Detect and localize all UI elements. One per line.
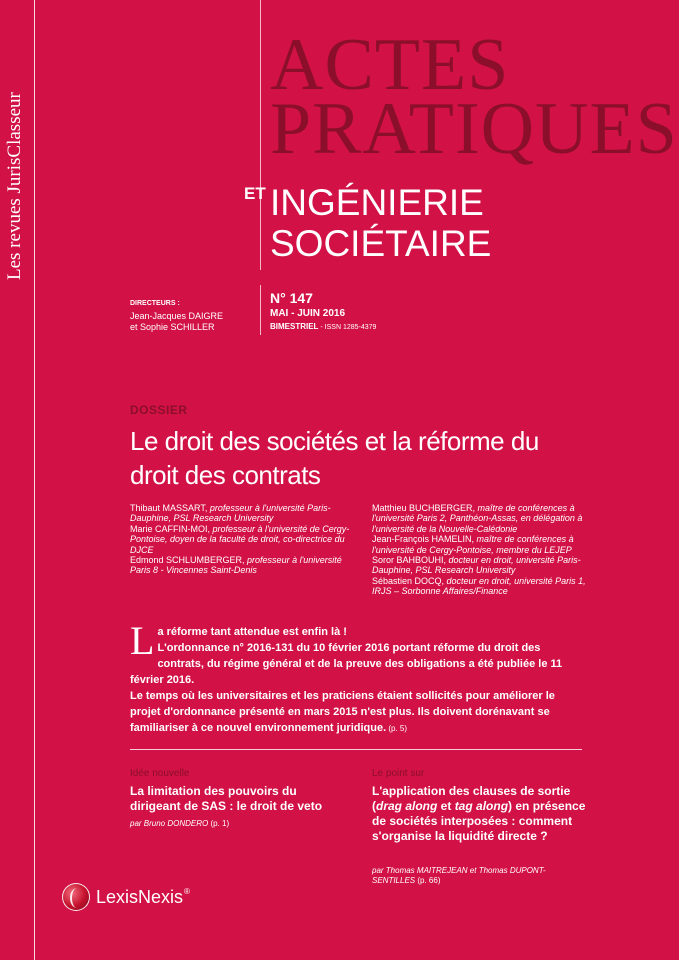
author-role: maître de conférences à l'université de Cergy-Pontoise, membre du LEJEP	[372, 534, 574, 555]
masthead-connector: ET	[244, 184, 266, 203]
byline-author: par Thomas MAITREJEAN et Thomas DUPONT-SENTILLES	[372, 866, 546, 885]
dossier-title: Le droit des sociétés et la réforme du droit des contrats	[130, 426, 539, 490]
author-role: maître de conférences à l'université Paris 2, Panthéon-Assas, en délégation à l'université de la Nouvelle-Calédonie	[372, 503, 583, 534]
dossier-intro	[130, 618, 570, 737]
intro-paragraph: L'ordonnance n° 2016-131 du 10 février 2016 portant réforme du droit des contrats, du régime général et de la preuve des obligations a été publiée le 11 février 2016.	[130, 642, 563, 686]
page-reference: (p. 1)	[208, 819, 230, 828]
series-name: Les revues JurisClasseur	[4, 92, 25, 280]
section-divider	[130, 749, 582, 750]
lexisnexis-logo-icon	[62, 883, 90, 911]
intro-paragraph: a réforme tant attendue est enfin là !	[157, 626, 347, 638]
author-role: professeur à l'université Paris 8 - Vincennes Saint-Denis	[130, 555, 342, 576]
author-name: Thibaut MASSART,	[130, 503, 210, 513]
author-name: Edmond SCHLUMBERGER,	[130, 555, 248, 566]
feature-title	[372, 784, 587, 844]
frequency-label: BIMESTRIEL	[270, 322, 319, 331]
page-reference: (p. 66)	[415, 876, 441, 885]
rubric-label: Le point sur	[372, 768, 425, 779]
directors-label: DIRECTEURS :	[130, 300, 180, 307]
publisher-name-text: LexisNexis	[96, 886, 184, 907]
publisher-name	[96, 887, 190, 908]
registered-mark: ®	[184, 886, 190, 896]
director-name: et Sophie SCHILLER	[130, 322, 215, 332]
issue-date: MAI - JUIN 2016	[270, 308, 346, 319]
author-name: Sébastien DOCQ,	[372, 575, 447, 586]
issn: - ISSN 1285-4379	[318, 324, 377, 331]
feature-byline	[130, 819, 229, 829]
rubric-label: Idée nouvelle	[130, 768, 190, 779]
title-part: et	[437, 799, 455, 813]
author-name: Marie CAFFIN-MOI,	[130, 523, 213, 534]
masthead-line-3: INGÉNIERIE	[270, 182, 484, 223]
page-reference: (p. 5)	[386, 724, 408, 733]
author-name: Soror BAHBOUHI,	[372, 555, 449, 566]
title-italic: tag along	[454, 799, 509, 813]
masthead-line-4: SOCIÉTAIRE	[270, 223, 492, 264]
feature-byline	[372, 866, 582, 886]
drop-cap: L	[130, 618, 155, 663]
masthead-line-2: PRATIQUES	[270, 88, 678, 170]
authors-right-column	[372, 503, 587, 597]
byline-author: par Bruno DONDERO	[130, 819, 209, 828]
masthead-line-1: ACTES	[270, 24, 510, 106]
publisher-logo	[62, 883, 190, 911]
author-role: docteur en droit, université Paris 1, IRJS – Sorbonne Affaires/Finance	[372, 575, 586, 597]
issue-frequency	[270, 322, 376, 331]
author-entry	[372, 555, 587, 576]
author-entry	[130, 555, 355, 576]
left-rule	[34, 0, 35, 960]
author-role: professeur à l'université Paris-Dauphine, PSL Research University	[130, 503, 331, 524]
author-entry	[130, 503, 355, 524]
author-entry	[130, 524, 355, 555]
title-part: ) en présence de sociétés interposées : comment s'organise la liquidité directe ?	[372, 799, 586, 843]
author-entry	[372, 576, 587, 597]
author-entry	[372, 503, 587, 534]
intro-paragraph	[130, 688, 570, 737]
author-entry	[372, 534, 587, 555]
author-name: Jean-François HAMELIN,	[372, 534, 477, 545]
feature-title: La limitation des pouvoirs du dirigeant de SAS : le droit de veto	[130, 784, 323, 813]
author-role: docteur en droit, université Paris-Dauphine, PSL Research University	[372, 555, 581, 576]
masthead-rule	[260, 0, 261, 270]
title-italic: drag along	[376, 799, 438, 813]
dossier-label: DOSSIER	[130, 403, 188, 417]
intro-text: Le temps où les universitaires et les praticiens étaient sollicités pour améliorer le projet d'ordonnance présenté en mars 2015 n'est plus. Ils doivent dorénavant se familiariser à ce nouvel environnement juridique.	[130, 690, 555, 734]
issue-rule	[260, 285, 261, 335]
authors-left-column	[130, 503, 355, 576]
title-part: L'application des clauses de sortie (	[372, 784, 571, 813]
director-name: Jean-Jacques DAIGRE	[130, 311, 224, 321]
author-role: professeur à l'université de Cergy-Pontoise, doyen de la faculté de droit, co-directrice du DJCE	[130, 523, 350, 555]
author-name: Matthieu BUCHBERGER,	[372, 503, 478, 513]
issue-number: N° 147	[270, 290, 313, 306]
